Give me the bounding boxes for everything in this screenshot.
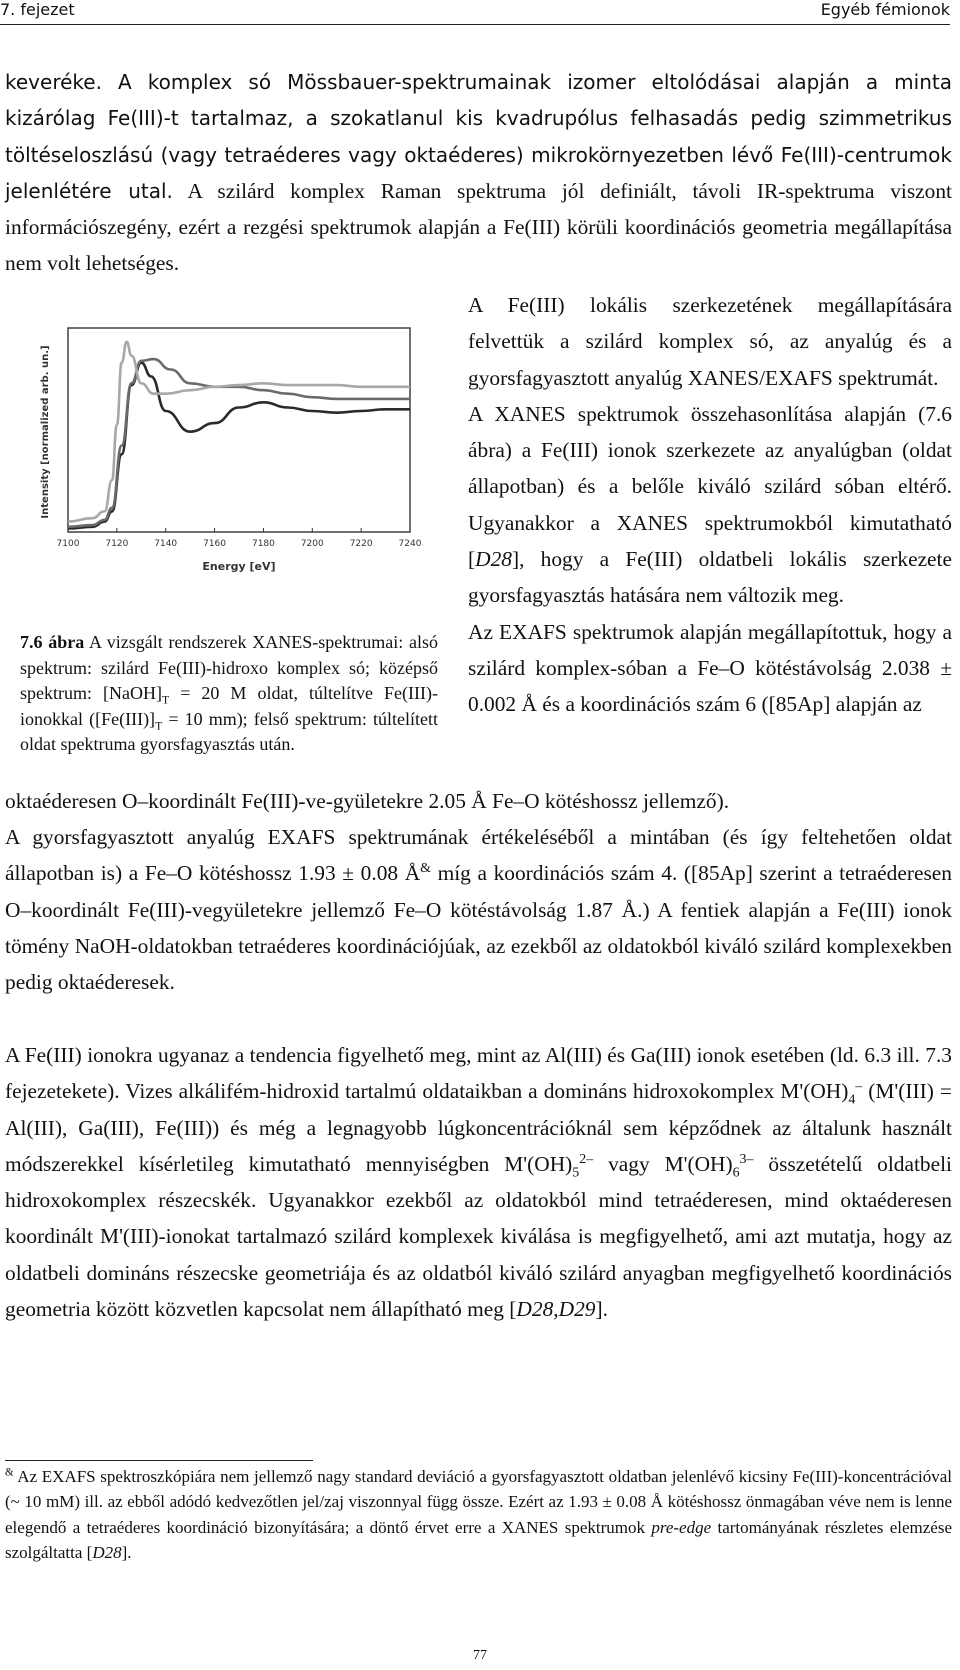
page-number: 77 bbox=[473, 1648, 487, 1663]
plot-frame bbox=[68, 328, 410, 532]
x-tick-label-4: 7180 bbox=[251, 539, 275, 549]
tendency-sup1: – bbox=[855, 1079, 863, 1095]
footnote-em: pre-edge bbox=[651, 1517, 712, 1537]
right-paragraph-1: A Fe(III) lokális szerkezetének megállapítására felvettük a szilárd komplex só, az anyalúg és a gyorsfagyasztott anyalúg XANES/EXAFS spektrumát. bbox=[468, 293, 952, 390]
tendency-ref1: D28 bbox=[516, 1297, 554, 1322]
x-tick-label-1: 7120 bbox=[105, 539, 129, 549]
tendency-sub2: 5 bbox=[572, 1165, 580, 1181]
caption-part-c: = 10 mm); felső spektrum: túltelített oldat spektruma gyorsfagyasztás után. bbox=[20, 708, 438, 755]
paragraph-intro bbox=[5, 64, 952, 282]
tendency-a: A Fe(III) ionokra ugyanaz a tendencia figyelhető meg, mint az Al(III) és Ga(III) ionok esetében (ld. 6.3 ill. 7.3 fejezetekete). Vizes alkálifém-hidroxid tartalmú oldataikban a domináns hidroxokomplex M'(OH) bbox=[5, 1043, 952, 1104]
figure-caption bbox=[20, 630, 438, 758]
tendency-b: (M'(III) = Al(III), Ga(III), Fe(III)) és még a legnagyobb lúgkoncentrációknál sem képződnek az általunk használt módszerekkel kísérletileg kimutatható mennyiségben M'(OH) bbox=[5, 1079, 952, 1176]
caption-number: 7.6 ábra bbox=[20, 632, 85, 652]
section-label: Egyéb fémionok bbox=[820, 0, 950, 19]
x-tick-label-0: 7100 bbox=[56, 539, 80, 549]
paragraph-octahedral: oktaéderesen O–koordinált Fe(III)-ve-gyületekre 2.05 Å Fe–O kötéshossz jellemző). bbox=[5, 789, 730, 813]
footnote-ref: D28 bbox=[92, 1542, 122, 1562]
footnote bbox=[5, 1464, 952, 1565]
footnote-mark: & bbox=[420, 861, 431, 877]
series-line-2 bbox=[68, 342, 410, 522]
x-tick-label-6: 7220 bbox=[349, 539, 373, 549]
xanes-figure bbox=[30, 320, 430, 600]
right-p2-a: A XANES spektrumok összehasonlítása alapján (7.6 ábra) a Fe(III) ionok szerkezete az anyalúgban (oldat állapotban) és a belőle kiváló szilárd sóban eltérő. Ugyanakkor a XANES spektrumokból kimutatható [ bbox=[468, 401, 952, 572]
page-header bbox=[0, 0, 950, 25]
right-paragraph-3: Az EXAFS spektrumok alapján megállapítottuk, hogy a szilárd komplex-sóban a Fe–O kötéstávolság 2.038 ± 0.002 Å és a koordinációs szám 6 ([85Ap] alapján az bbox=[468, 619, 952, 717]
tendency-sup2: 2– bbox=[579, 1151, 594, 1167]
x-tick-label-2: 7140 bbox=[154, 539, 178, 549]
footnote-symbol: & bbox=[5, 1466, 14, 1479]
paragraph-frozen-b: míg a koordinációs szám 4. ([85Ap] szerint a tetraéderesen O–koordinált Fe(III)-vegyületekre jellemző Fe–O kötéstávolság 1.87 Å.) A fentiek alapján a Fe(III) ionok tömény NaOH-oldatokban tetraéderes koordinációjúak, az ezekből az oldatokból kiváló szilárd komplexekben pedig oktaéderesek. bbox=[5, 861, 952, 995]
tendency-d: összetételű oldatbeli hidroxokomplex részecskék. Ugyanakkor ezekből az oldatokból mind tetraéderesen, mind oktaéderesen koordinált M'(III)-ionokat tartalmazó szilárd komplexek kiválása is megfigyelhető, ami azt mutatja, hogy az oldatbeli domináns részecske geometriája és az oldatból kiváló szilárd anyagban megfigyelhető koordinációs geometria között közvetlen kapcsolat nem állapítható meg [ bbox=[5, 1151, 952, 1322]
paragraph-frozen-a: A gyorsfagyasztott anyalúg EXAFS spektrumának értékeléséből a mintában (és így feltehetően oldat állapotban is) a Fe–O kötéshossz 1.93 ± 0.08 Å bbox=[5, 825, 952, 886]
paragraph-intro-sans: keveréke. A komplex só Mössbauer-spektrumainak izomer eltolódásai alapján a minta kizárólag Fe(III)-t tartalmaz, a szokatlanul kis kvadrupólus felhasadás pedig szimmetrikus töltéseloszlású (vagy tetraéderes vagy oktaéderes) mikrokörnyezetben lévő Fe(III)-centrumok jelenlétére utal. bbox=[5, 70, 952, 203]
chapter-label: 7. fejezet bbox=[0, 0, 75, 19]
series-lines bbox=[68, 342, 410, 529]
footnote-b: tartományának részletes elemzése szolgáltatta [ bbox=[5, 1517, 952, 1562]
x-tick-label-7: 7240 bbox=[398, 539, 422, 549]
tendency-sep: , bbox=[553, 1297, 559, 1322]
paragraph-frozen bbox=[5, 819, 952, 1000]
xanes-chart bbox=[30, 320, 430, 600]
right-p2-b: ], hogy a Fe(III) oldatbeli lokális szerkezete gyorsfagyasztás hatására nem változik meg. bbox=[468, 547, 952, 608]
paragraph-tendency bbox=[5, 1037, 952, 1327]
footnote-a: Az EXAFS spektroszkópiára nem jellemző nagy standard deviáció a gyorsfagyasztott oldatban jelenlévő kicsiny Fe(III)-koncentrációval (~ 10 mM) ill. az ebből adódó kedvezőtlen jel/zaj viszonnyal függ össze. Ezért az 1.93 ± 0.08 Å kötéshossz önmagában véve nem is lenne elegendő a tetraéderes koordináció bizonyítására; a döntő érvet erre a XANES spektrumok bbox=[5, 1467, 952, 1537]
tendency-c: vagy M'(OH) bbox=[593, 1151, 733, 1176]
paragraph-intro-raman: A szilárd komplex Raman spektruma jól definiált, távoli IR-spektruma viszont információszegény, ezért a rezgési spektrumok alapján a Fe(III) körüli koordinációs geometria megállapítása nem volt lehetséges. bbox=[5, 178, 952, 276]
caption-part-a: A vizsgált rendszerek XANES-spektrumai: alsó spektrum: szilárd Fe(III)-hidroxo komplex só; középső spektrum: [NaOH] bbox=[20, 632, 438, 704]
right-p2-ref: D28 bbox=[475, 547, 512, 572]
footnote-rule bbox=[5, 1460, 313, 1461]
tendency-e: ]. bbox=[595, 1297, 608, 1322]
tendency-sub1: 4 bbox=[848, 1092, 856, 1108]
right-paragraph-2 bbox=[468, 396, 952, 614]
x-ticks bbox=[57, 528, 422, 549]
footnote-c: ]. bbox=[121, 1542, 132, 1562]
tendency-ref2: D29 bbox=[558, 1297, 596, 1322]
x-axis-label: Energy [eV] bbox=[202, 560, 276, 573]
caption-sub-2: T bbox=[155, 719, 163, 733]
right-column bbox=[468, 287, 952, 723]
x-tick-label-3: 7160 bbox=[203, 539, 227, 549]
caption-part-b: = 20 M oldat, túltelítve Fe(III)-ionokkal ([Fe(III)] bbox=[20, 683, 438, 729]
x-tick-label-5: 7200 bbox=[300, 539, 324, 549]
caption-sub-1: T bbox=[162, 693, 170, 707]
y-axis-label: Intensity [normalized arb. un.] bbox=[40, 345, 51, 519]
tendency-sub3: 6 bbox=[732, 1165, 740, 1181]
tendency-sup3: 3– bbox=[739, 1151, 754, 1167]
